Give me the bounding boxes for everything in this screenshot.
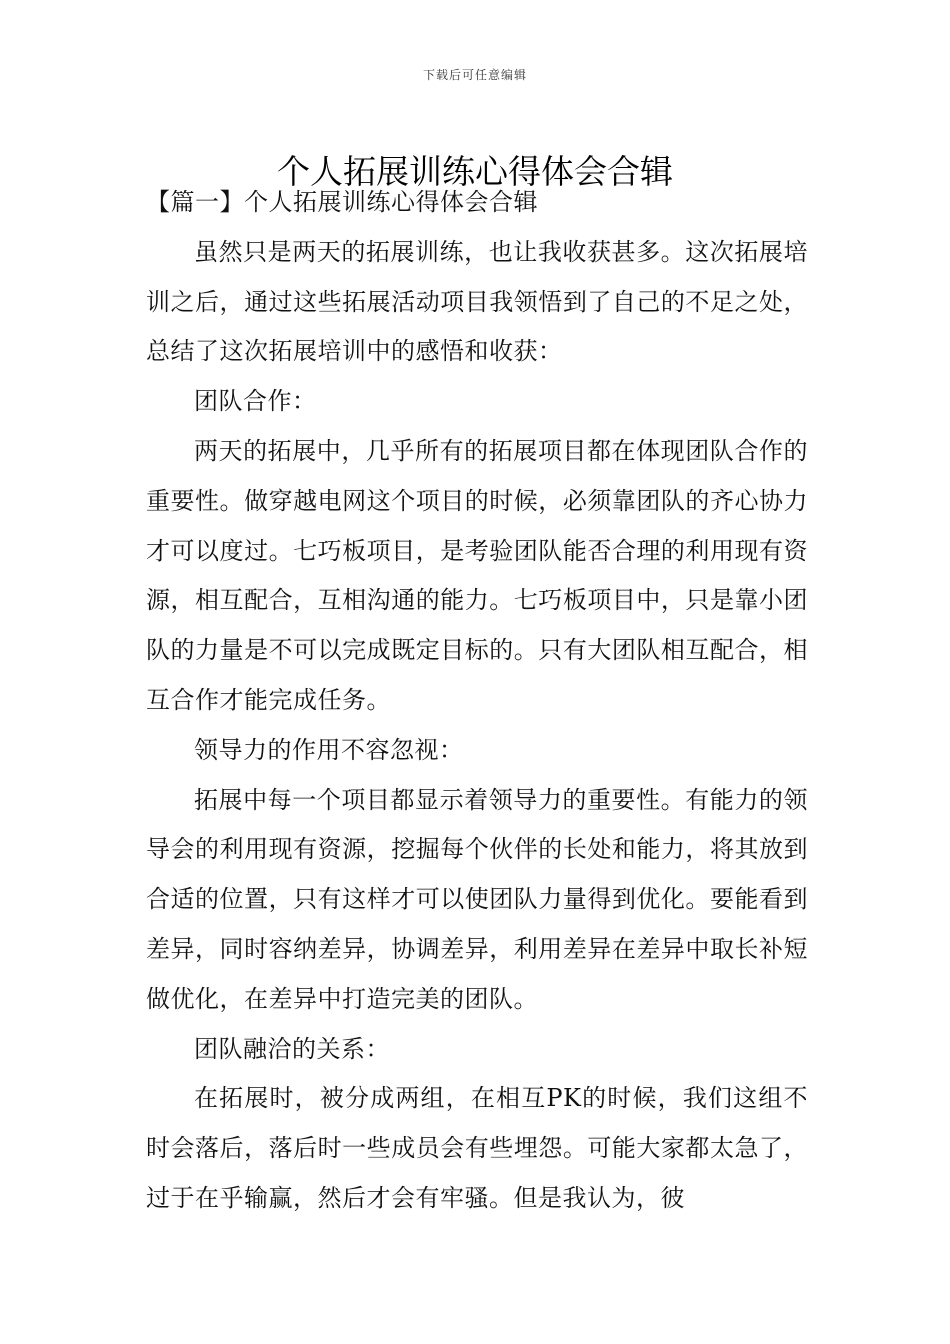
- body-paragraph: 虽然只是两天的拓展训练，也让我收获甚多。这次拓展培训之后，通过这些拓展活动项目我领悟到了自己的不足之处，总结了这次拓展培训中的感悟和收获：: [146, 237, 808, 366]
- subheading: 团队合作：: [194, 387, 317, 416]
- body-paragraph: 在拓展时，被分成两组，在相互PK的时候，我们这组不时会落后，落后时一些成员会有些埋怨。可能大家都太急了，过于在乎输赢，然后才会有牢骚。但是我认为，彼: [146, 1084, 808, 1212]
- body-paragraph: 两天的拓展中，几乎所有的拓展项目都在体现团队合作的重要性。做穿越电网这个项目的时候，必须靠团队的齐心协力才可以度过。七巧板项目，是考验团队能否合理的利用现有资源，相互配合，互相沟通的能力。七巧板项目中，只是靠小团队的力量是不可以完成既定目标的。只有大团队相互配合，相互合作才能完成任务。: [146, 436, 808, 714]
- subheading: 团队融洽的关系：: [194, 1034, 390, 1063]
- body-paragraph: 拓展中每一个项目都显示着领导力的重要性。有能力的领导会的利用现有资源，挖掘每个伙伴的长处和能力，将其放到合适的位置，只有这样才可以使团队力量得到优化。要能看到差异，同时容纳差异，协调差异，利用差异在差异中取长补短做优化，在差异中打造完美的团队。: [146, 785, 808, 1013]
- section-heading: 【篇一】个人拓展训练心得体会合辑: [146, 188, 538, 216]
- document-body: [146, 178, 808, 1224]
- subheading: 领导力的作用不容忽视：: [194, 735, 464, 764]
- document-title: 个人拓展训练心得体会合辑: [277, 152, 673, 192]
- header-note: 下载后可任意编辑: [422, 68, 527, 82]
